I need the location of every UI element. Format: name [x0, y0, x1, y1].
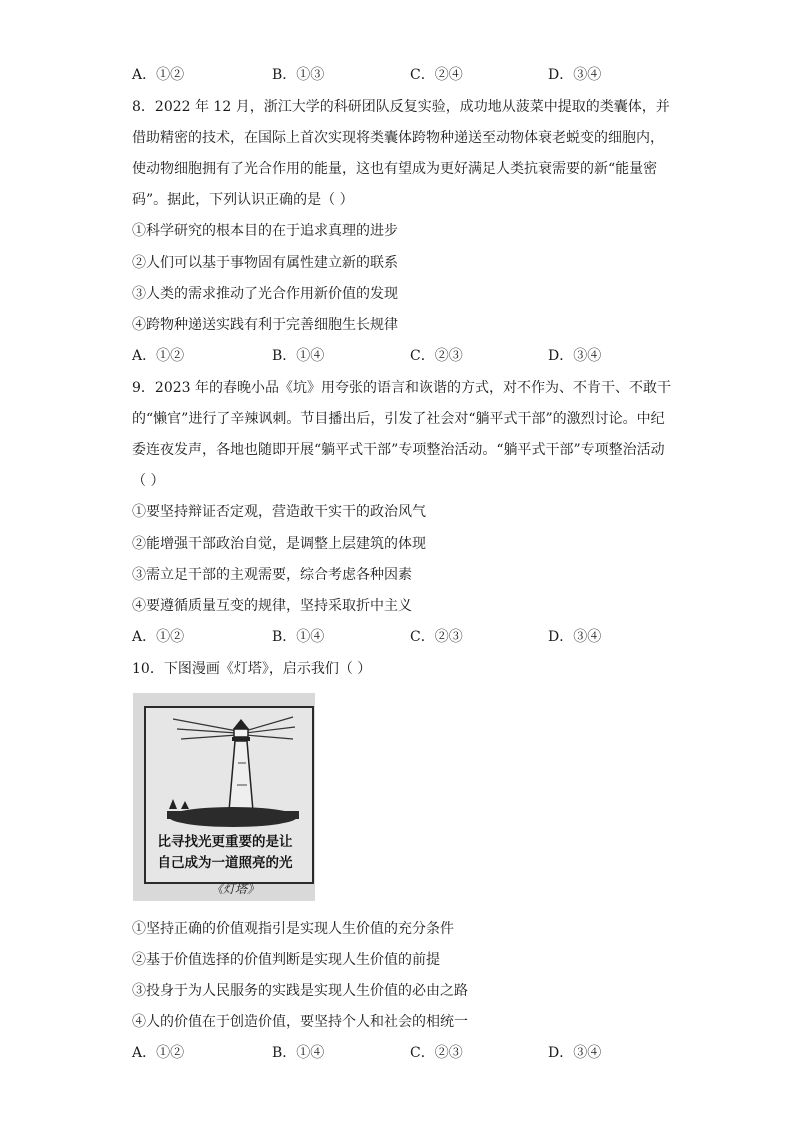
q7-option-c: C．②④ [410, 67, 463, 83]
q7-options [132, 65, 732, 85]
q8-statement-4: ④跨物种递送实践有利于完善细胞生长规律 [132, 317, 398, 333]
lighthouse-cartoon-drawing [133, 693, 315, 901]
q7-option-d: D．③④ [548, 67, 602, 83]
q9-option-a: A．①② [132, 629, 185, 645]
lighthouse-cartoon [133, 693, 315, 901]
q10-statement-4: ④人的价值在于创造价值，要坚持个人和社会的相统一 [132, 1014, 468, 1030]
q9-statement-1: ①要坚持辩证否定观，营造敢干实干的政治风气 [132, 504, 426, 520]
q9-statement-3: ③需立足干部的主观需要，综合考虑各种因素 [132, 567, 412, 583]
q9-stem-line-1: 9．2023 年的春晚小品《坑》用夸张的语言和诙谐的方式，对不作为、不肯干、不敢干 [132, 380, 671, 396]
q8-stem-line-4: 码”。据此，下列认识正确的是（ ） [132, 192, 354, 208]
q10-statement-2: ②基于价值选择的价值判断是实现人生价值的前提 [132, 952, 440, 968]
q10-option-d: D．③④ [548, 1045, 602, 1061]
q8-options [132, 346, 732, 366]
q9-option-b: B．①④ [272, 629, 325, 645]
q9-option-d: D．③④ [548, 629, 602, 645]
q7-option-a: A．①② [132, 67, 185, 83]
q9-statement-2: ②能增强干部政治自觉，是调整上层建筑的体现 [132, 536, 426, 552]
cartoon-caption-line-2: 自己成为一道照亮的光 [157, 855, 293, 871]
q7-option-b: B．①③ [272, 67, 325, 83]
q8-stem-line-3: 使动物细胞拥有了光合作用的能量，这也有望成为更好满足人类抗衰需要的新“能量密 [132, 161, 658, 177]
cartoon-caption-line-1: 比寻找光更重要的是让 [157, 834, 293, 850]
q8-statement-1: ①科学研究的根本目的在于追求真理的进步 [132, 223, 398, 239]
q10-options [132, 1043, 732, 1063]
q8-stem-line-2: 借助精密的技术，在国际上首次实现将类囊体跨物种递送至动物体衰老蜕变的细胞内， [132, 130, 664, 146]
q8-statement-3: ③人类的需求推动了光合作用新价值的发现 [132, 286, 398, 302]
q9-stem-line-4: （ ） [132, 473, 165, 489]
q10-option-c: C．②③ [410, 1045, 463, 1061]
q9-options [132, 627, 732, 647]
q9-option-c: C．②③ [410, 629, 463, 645]
q8-option-a: A．①② [132, 348, 185, 364]
q9-stem-line-3: 委连夜发声，各地也随即开展“躺平式干部”专项整治活动。“躺平式干部”专项整治活动 [132, 442, 665, 458]
q9-stem-line-2: 的“懒官”进行了辛辣讽刺。节目播出后，引发了社会对“躺平式干部”的激烈讨论。中纪 [132, 411, 665, 427]
q10-statement-1: ①坚持正确的价值观指引是实现人生价值的充分条件 [132, 921, 454, 937]
q8-statement-2: ②人们可以基于事物固有属性建立新的联系 [132, 255, 398, 271]
q10-stem: 10．下图漫画《灯塔》，启示我们（ ） [132, 661, 372, 677]
q10-option-b: B．①④ [272, 1045, 325, 1061]
q10-statement-3: ③投身于为人民服务的实践是实现人生价值的必由之路 [132, 983, 468, 999]
q8-stem-line-1: 8．2022 年 12 月，浙江大学的科研团队反复实验，成功地从菠菜中提取的类囊体，并 [132, 99, 670, 115]
q9-statement-4: ④要遵循质量互变的规律，坚持采取折中主义 [132, 598, 412, 614]
q10-option-a: A．①② [132, 1045, 185, 1061]
q8-option-d: D．③④ [548, 348, 602, 364]
q8-option-b: B．①④ [272, 348, 325, 364]
q8-option-c: C．②③ [410, 348, 463, 364]
cartoon-title: 《灯塔》 [210, 882, 260, 896]
